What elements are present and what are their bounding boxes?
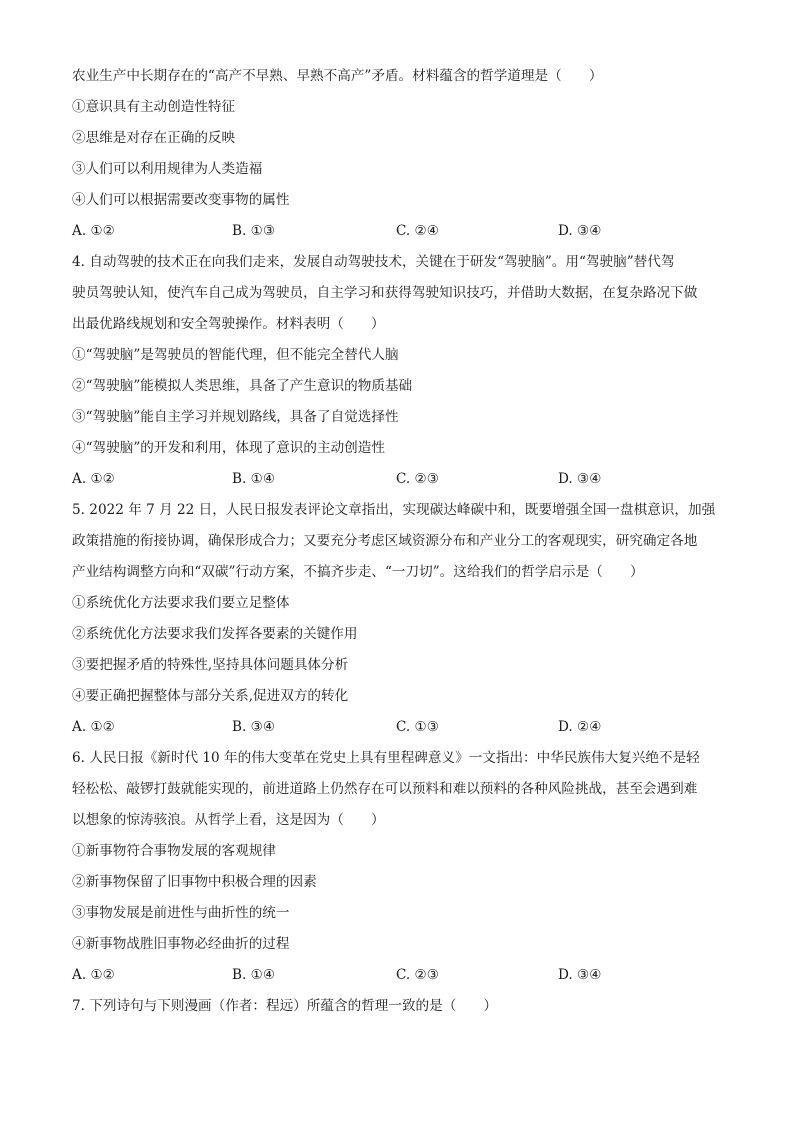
text-line: 驶员驾驶认知，使汽车自己成为驾驶员，自主学习和获得驾驶知识技巧，并借助大数据，在复杂路况下做 — [72, 285, 698, 301]
text-line: 以想象的惊涛骇浪。从哲学上看，这是因为（ ） — [72, 812, 385, 828]
answer-option: C. ②③ — [396, 471, 439, 487]
answer-option: A. ①② — [72, 719, 115, 735]
text-line: ④人们可以根据需要改变事物的属性 — [72, 192, 290, 208]
answer-option: D. ③④ — [558, 967, 602, 983]
text-line: ②思维是对存在正确的反映 — [72, 130, 236, 146]
text-line: ①系统优化方法要求我们要立足整体 — [72, 595, 290, 611]
answer-option: D. ③④ — [558, 471, 602, 487]
answer-option: A. ①② — [72, 223, 115, 239]
answer-option: C. ①③ — [396, 719, 439, 735]
text-line: ④“驾驶脑”的开发和利用，体现了意识的主动创造性 — [72, 440, 385, 456]
text-line: 7. 下列诗句与下则漫画（作者：程远）所蕴含的哲理一致的是（ ） — [72, 998, 498, 1014]
text-line: 出最优路线规划和安全驾驶操作。材料表明（ ） — [72, 316, 385, 332]
text-line: ①意识具有主动创造性特征 — [72, 99, 236, 115]
text-line: 产业结构调整方向和“双碳”行动方案，不搞齐步走、“一刀切”。这给我们的哲学启示是（ ） — [72, 564, 644, 580]
text-line: ②“驾驶脑”能模拟人类思维，具备了产生意识的物质基础 — [72, 378, 413, 394]
text-line: 政策措施的衔接协调，确保形成合力；又要充分考虑区域资源分布和产业分工的客观现实，研究确定各地 — [72, 533, 698, 549]
answer-option: B. ③④ — [232, 719, 276, 735]
answer-options — [72, 221, 722, 241]
answer-option: C. ②③ — [396, 967, 439, 983]
text-line: 5. 2022 年 7 月 22 日，人民日报发表评论文章指出，实现碳达峰碳中和，既要增强全国一盘棋意识，加强 — [72, 502, 716, 518]
answer-options — [72, 717, 722, 737]
text-line: ③人们可以利用规律为人类造福 — [72, 161, 263, 177]
answer-option: A. ①② — [72, 471, 115, 487]
text-line: ②系统优化方法要求我们发挥各要素的关键作用 — [72, 626, 358, 642]
answer-option: D. ②④ — [558, 719, 602, 735]
text-line: ④要正确把握整体与部分关系,促进双方的转化 — [72, 688, 349, 704]
text-line: 农业生产中长期存在的“高产不早熟、早熟不高产”矛盾。材料蕴含的哲学道理是（ ） — [72, 68, 603, 84]
answer-option: C. ②④ — [396, 223, 439, 239]
answer-option: D. ③④ — [558, 223, 602, 239]
answer-option: B. ①④ — [232, 967, 276, 983]
answer-option: B. ①④ — [232, 471, 276, 487]
text-line: ①“驾驶脑”是驾驶员的智能代理，但不能完全替代人脑 — [72, 347, 399, 363]
text-line: 轻松松、敲锣打鼓就能实现的，前进道路上仍然存在可以预料和难以预料的各种风险挑战，甚至会遇到难 — [72, 781, 698, 797]
answer-options — [72, 965, 722, 985]
answer-option: A. ①② — [72, 967, 115, 983]
text-line: ②新事物保留了旧事物中积极合理的因素 — [72, 874, 317, 890]
text-line: ③要把握矛盾的特殊性,坚持具体问题具体分析 — [72, 657, 349, 673]
text-line: 6. 人民日报《新时代 10 年的伟大变革在党史上具有里程碑意义》一文指出：中华民族伟大复兴绝不是轻 — [72, 750, 700, 766]
text-line: 4. 自动驾驶的技术正在向我们走来，发展自动驾驶技术，关键在于研发“驾驶脑”。用“驾驶脑”替代驾 — [72, 254, 675, 270]
text-line: ③“驾驶脑”能自主学习并规划路线，具备了自觉选择性 — [72, 409, 399, 425]
text-line: ③事物发展是前进性与曲折性的统一 — [72, 905, 290, 921]
text-line: ④新事物战胜旧事物必经曲折的过程 — [72, 936, 290, 952]
answer-options — [72, 469, 722, 489]
answer-option: B. ①③ — [232, 223, 276, 239]
text-line: ①新事物符合事物发展的客观规律 — [72, 843, 276, 859]
